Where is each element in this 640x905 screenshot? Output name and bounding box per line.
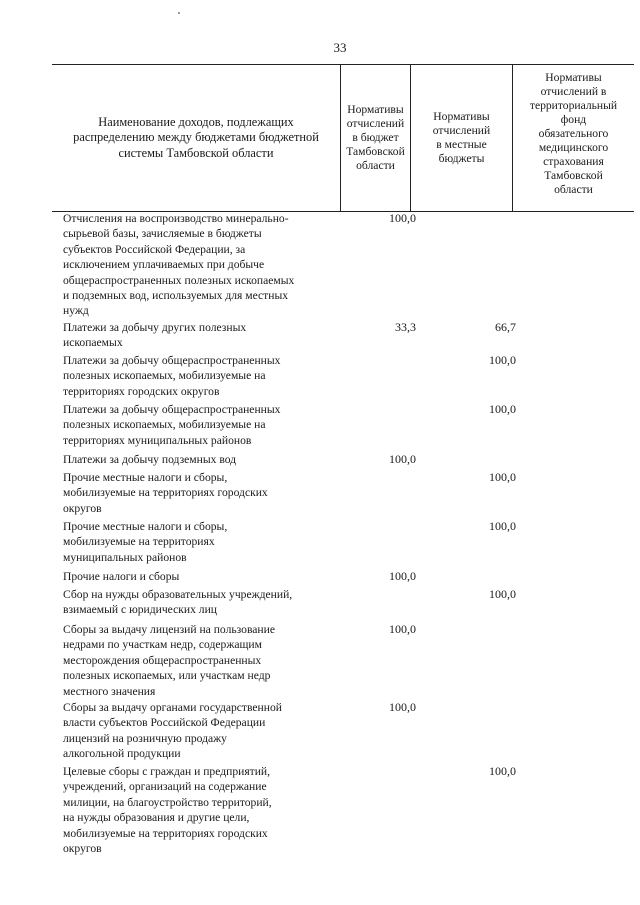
header-regional-budget: Нормативы отчислений в бюджет Тамбовской области — [340, 65, 410, 211]
local-value: 100,0 — [489, 353, 516, 367]
header-medical-fund: Нормативы отчислений в территориальный фонд обязательного медицинского страхования Тамбовской области — [512, 65, 634, 211]
local-value: 100,0 — [489, 470, 516, 484]
local-value: 100,0 — [489, 402, 516, 416]
regional-value: 100,0 — [389, 569, 416, 583]
revenue-name: Сборы за выдачу лицензий на пользование недрами по участкам недр, содержащим месторождения общераспространенных полезных ископаемых, или участкам недр местного значения — [63, 623, 275, 698]
local-value: 100,0 — [489, 764, 516, 778]
revenue-name: Платежи за добычу общераспространенных полезных ископаемых, мобилизуемые на территориях муниципальных районов — [63, 403, 281, 447]
revenue-name: Отчисления на воспроизводство минерально- сырьевой базы, зачисляемые в бюджеты субъектов Российской Федерации, за исключением уплачиваемых при добыче общераспространенных полезных ископаемых и подземных вод, используемых для местных нужд — [63, 212, 295, 318]
page-number: 33 — [333, 40, 347, 55]
revenue-name: Целевые сборы с граждан и предприятий, учреждений, организаций на содержание милиции, на благоустройство территорий, на нужды образования и другие цели, мобилизуемые на территориях городских округов — [63, 765, 272, 856]
header-revenue-name: Наименование доходов, подлежащих распределению между бюджетами бюджетной системы Тамбовской области — [73, 114, 319, 160]
header-local-budgets: Нормативы отчислений в местные бюджеты — [410, 65, 512, 211]
local-value: 100,0 — [489, 519, 516, 533]
regional-value: 33,3 — [395, 320, 416, 334]
revenue-name: Платежи за добычу других полезных ископаемых — [63, 321, 247, 350]
revenue-name: Прочие налоги и сборы — [63, 570, 180, 583]
regional-value: 100,0 — [389, 211, 416, 225]
regional-value: 100,0 — [389, 622, 416, 636]
revenue-name: Платежи за добычу общераспространенных полезных ископаемых, мобилизуемые на территориях городских округов — [63, 354, 281, 398]
local-value: 66,7 — [495, 320, 516, 334]
revenue-name: Прочие местные налоги и сборы, мобилизуемые на территориях городских округов — [63, 471, 268, 515]
local-value: 100,0 — [489, 587, 516, 601]
revenue-name: Платежи за добычу подземных вод — [63, 453, 237, 466]
revenue-name: Прочие местные налоги и сборы, мобилизуемые на территориях муниципальных районов — [63, 520, 228, 564]
revenue-name: Сборы за выдачу органами государственной власти субъектов Российской Федерации лицензий на розничную продажу алкогольной продукции — [63, 701, 282, 761]
regional-value: 100,0 — [389, 700, 416, 714]
regional-value: 100,0 — [389, 452, 416, 466]
revenue-name: Сбор на нужды образовательных учреждений, взимаемый с юридических лиц — [63, 588, 293, 617]
